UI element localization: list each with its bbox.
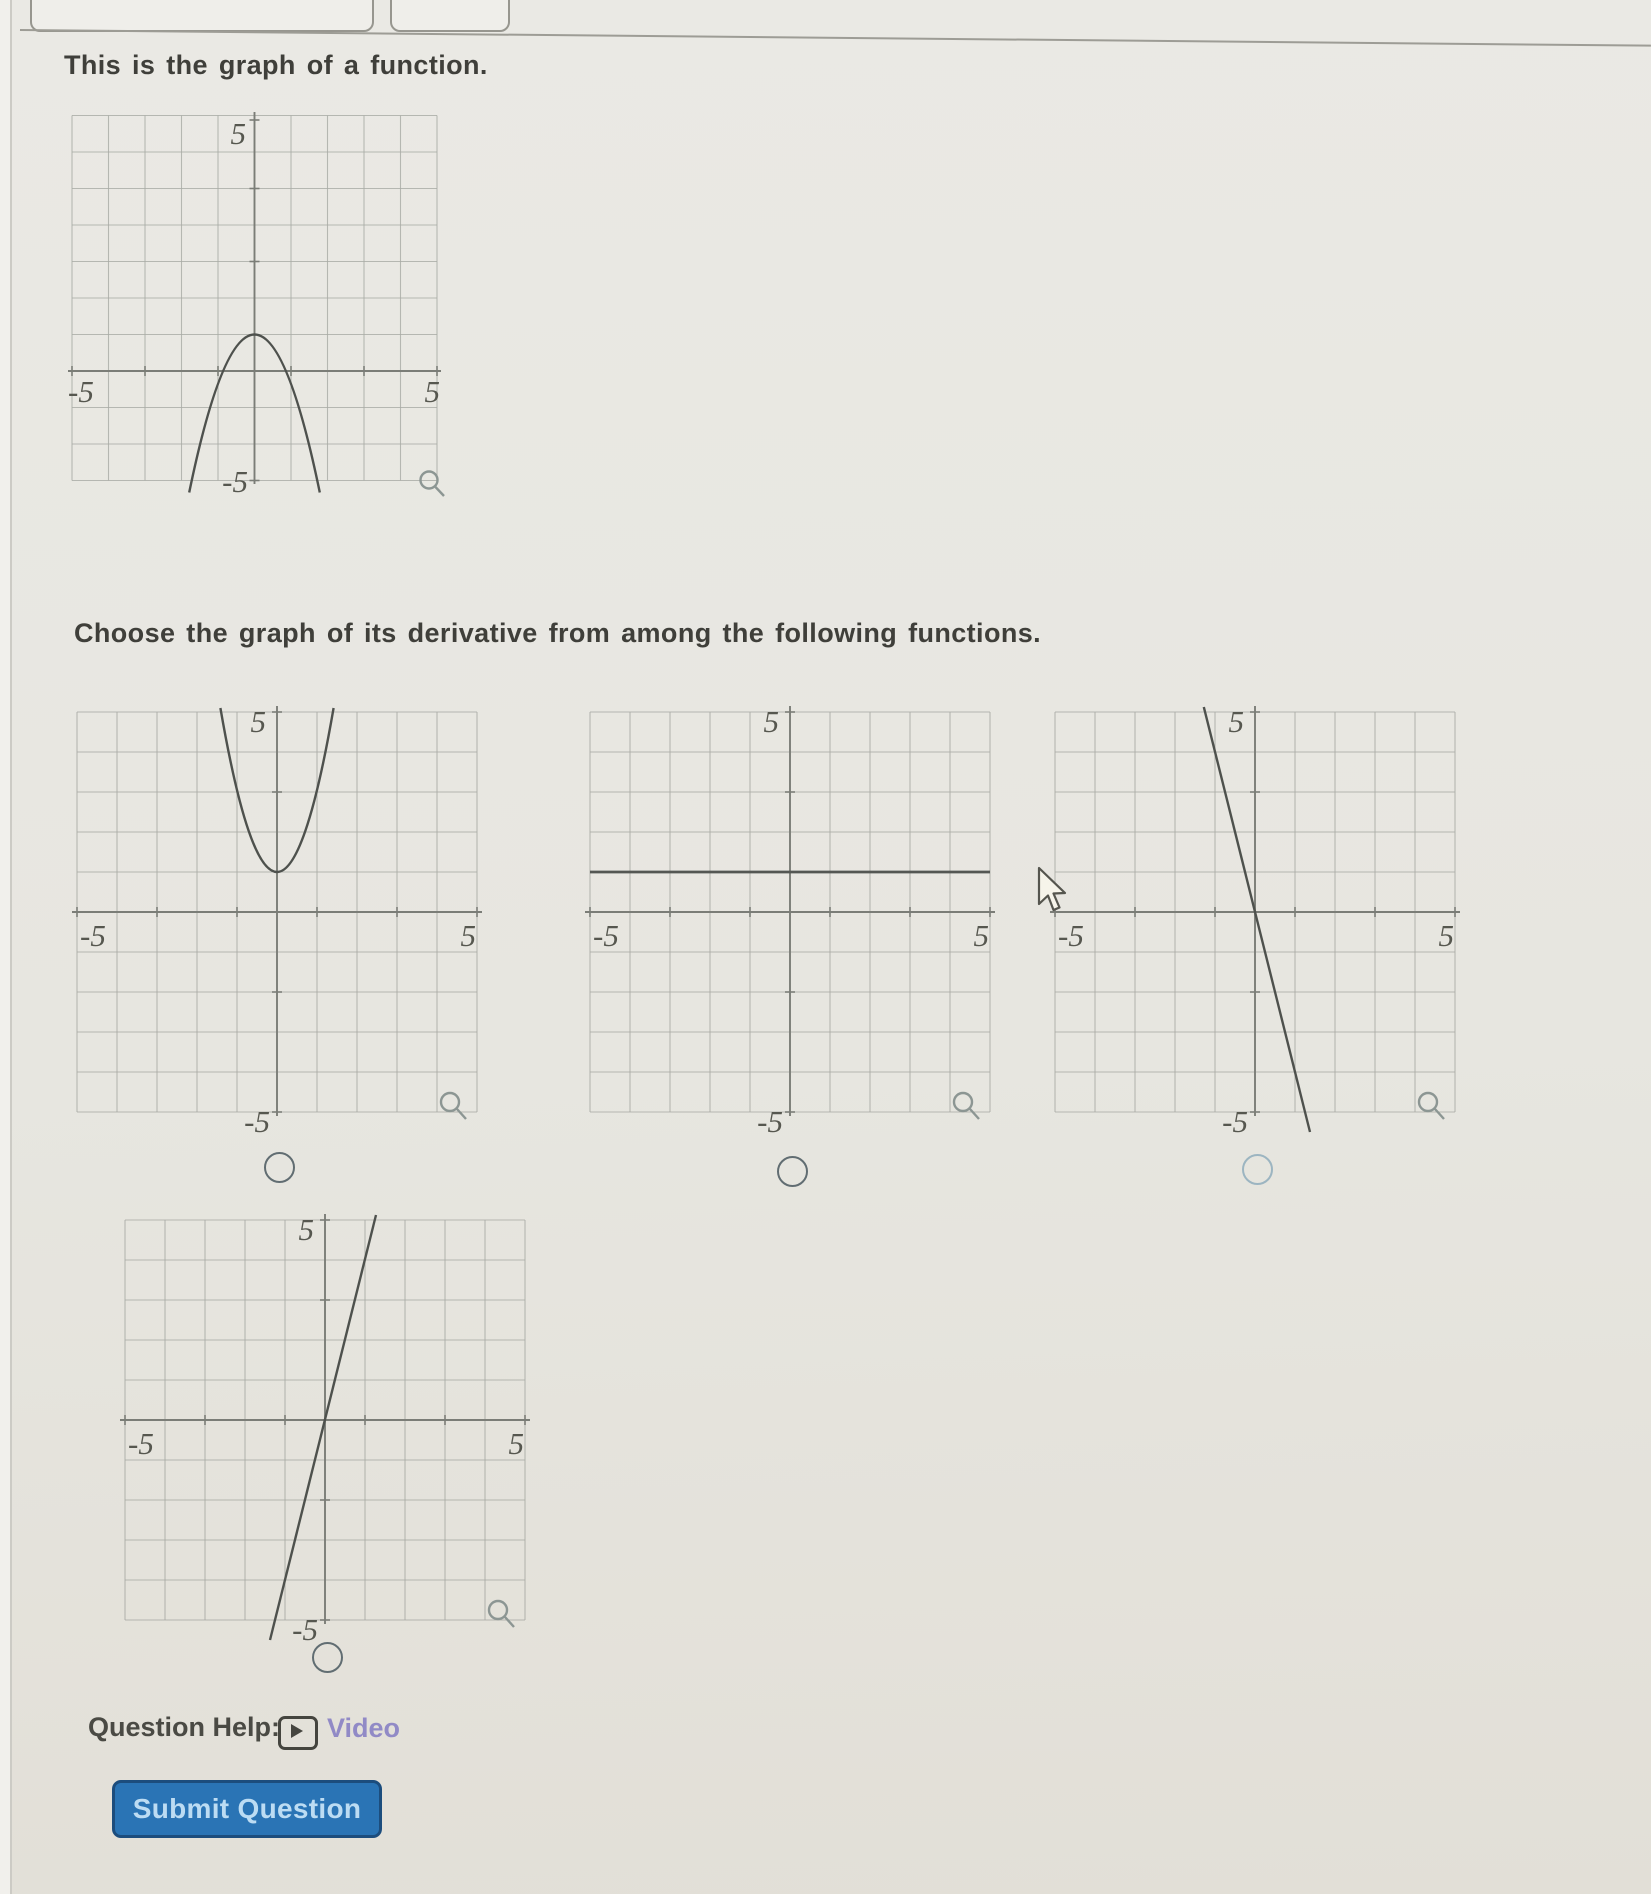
x-min-label: -5 bbox=[128, 1426, 154, 1461]
option-3-radio[interactable] bbox=[1242, 1154, 1273, 1185]
option-1-graph[interactable] bbox=[62, 692, 502, 1157]
option-3-graph[interactable] bbox=[1040, 692, 1480, 1157]
question-graph[interactable] bbox=[60, 108, 450, 505]
x-min-label: -5 bbox=[593, 918, 619, 953]
x-max-label: 5 bbox=[973, 918, 989, 953]
question-intro-text: This is the graph of a function. bbox=[64, 50, 488, 80]
y-max-label: 5 bbox=[1228, 704, 1244, 739]
question-help-label: Question Help: bbox=[88, 1712, 281, 1742]
axis-labels bbox=[128, 1212, 524, 1647]
prompt-text bbox=[74, 618, 1041, 649]
y-max-label: 5 bbox=[763, 704, 779, 739]
magnifier-icon[interactable] bbox=[421, 472, 445, 497]
submit-question-button[interactable]: Submit Question bbox=[112, 1780, 382, 1838]
y-max-label: 5 bbox=[250, 704, 266, 739]
x-max-label: 5 bbox=[460, 918, 476, 953]
y-min-label: -5 bbox=[222, 464, 248, 499]
axes bbox=[585, 706, 995, 1116]
option-4-curve bbox=[270, 1215, 376, 1640]
x-min-label: -5 bbox=[68, 374, 94, 409]
mouse-cursor bbox=[1036, 866, 1072, 918]
option-2-graph[interactable] bbox=[575, 692, 1015, 1157]
magnifier-icon[interactable] bbox=[441, 1093, 466, 1119]
option-1-radio[interactable] bbox=[264, 1152, 295, 1183]
top-divider-line bbox=[20, 29, 1651, 47]
axes bbox=[72, 706, 482, 1116]
y-max-label: 5 bbox=[230, 116, 246, 151]
magnifier-icon[interactable] bbox=[1419, 1093, 1444, 1119]
option-2-radio[interactable] bbox=[777, 1156, 808, 1187]
x-min-label: -5 bbox=[80, 918, 106, 953]
y-min-label: -5 bbox=[1222, 1104, 1248, 1139]
y-max-label: 5 bbox=[298, 1212, 314, 1247]
magnifier-icon[interactable] bbox=[954, 1093, 979, 1119]
y-min-label: -5 bbox=[757, 1104, 783, 1139]
video-play-icon[interactable] bbox=[278, 1716, 318, 1750]
option-3-curve bbox=[1204, 707, 1310, 1132]
prompt-suffix: from among the following functions. bbox=[537, 618, 1042, 648]
axis-labels bbox=[80, 704, 476, 1139]
prompt-prefix: Choose the graph of its bbox=[74, 618, 408, 648]
x-max-label: 5 bbox=[508, 1426, 524, 1461]
top-toolbar-box-right bbox=[390, 0, 510, 32]
video-link[interactable]: Video bbox=[327, 1713, 401, 1743]
axis-labels bbox=[1058, 704, 1454, 1139]
prompt-bold-word: derivative bbox=[407, 618, 538, 648]
x-max-label: 5 bbox=[1438, 918, 1454, 953]
magnifier-icon[interactable] bbox=[489, 1601, 514, 1627]
axis-labels bbox=[593, 704, 989, 1139]
top-toolbar-box-left bbox=[30, 0, 374, 32]
x-min-label: -5 bbox=[1058, 918, 1084, 953]
option-4-graph[interactable] bbox=[110, 1200, 550, 1665]
play-triangle-icon bbox=[291, 1724, 303, 1738]
y-min-label: -5 bbox=[244, 1104, 270, 1139]
option-4-radio[interactable] bbox=[312, 1642, 343, 1673]
y-min-label: -5 bbox=[292, 1612, 318, 1647]
x-max-label: 5 bbox=[424, 374, 440, 409]
left-edge-strip bbox=[0, 0, 12, 1894]
